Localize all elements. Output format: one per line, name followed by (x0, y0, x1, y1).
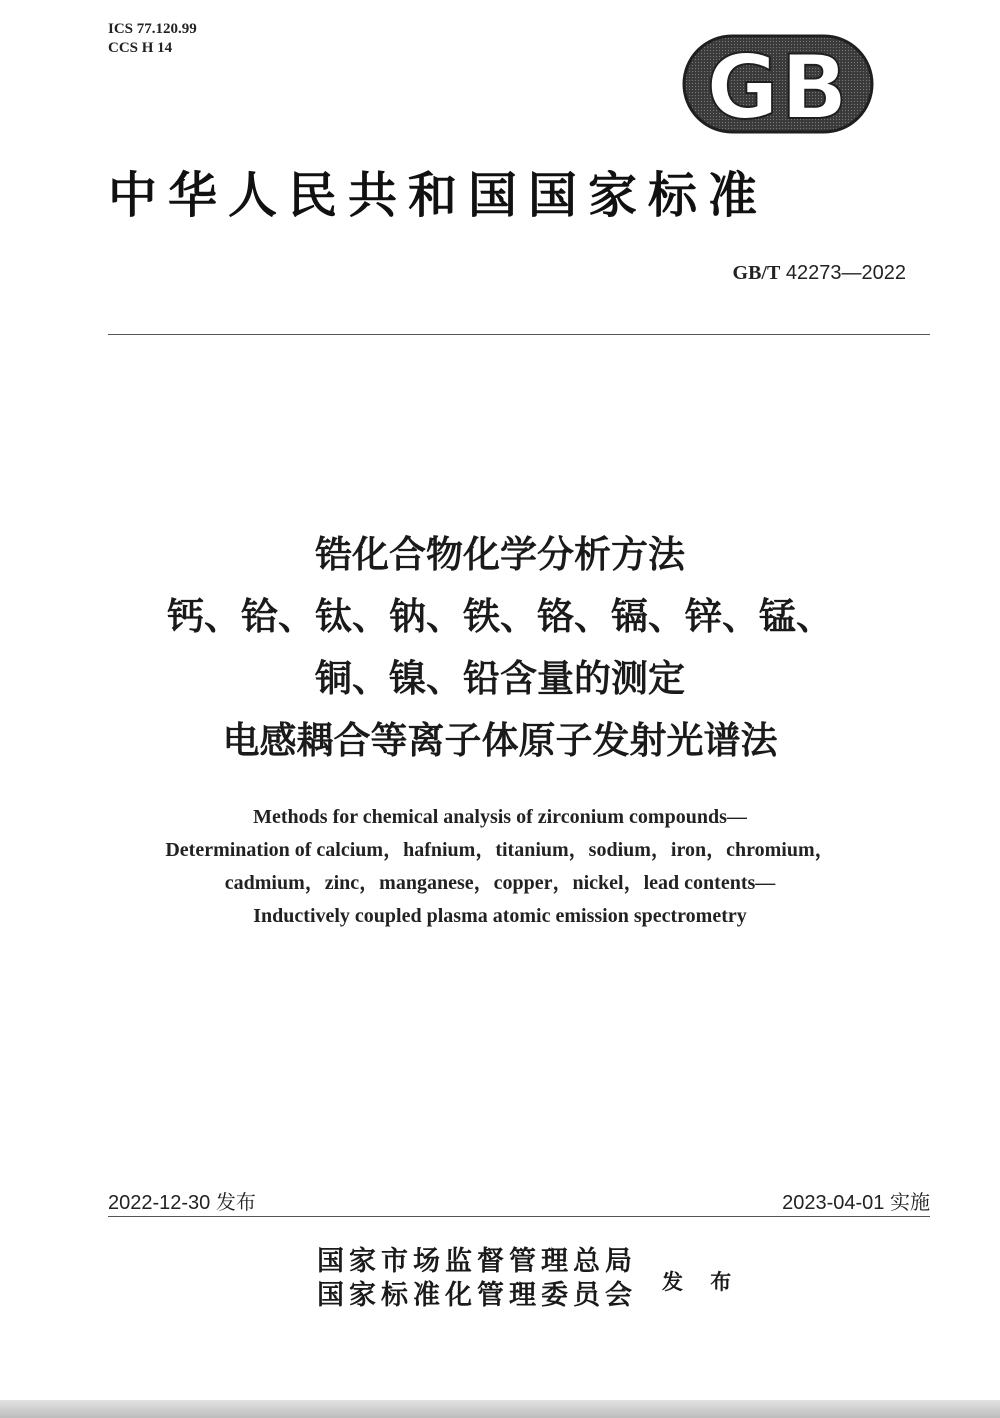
chinese-title (0, 524, 1000, 772)
issue-date-value: 2022-12-30 (108, 1192, 211, 1214)
chinese-title-line: 锆化合物化学分析方法 (315, 533, 685, 576)
ics-code: ICS 77.120.99 (108, 21, 197, 37)
english-title-line: Inductively coupled plasma atomic emission spectrometry (253, 905, 747, 927)
issue-date-label: 发布 (215, 1192, 256, 1214)
standard-number-prefix: GB/T (732, 262, 781, 284)
issuer-name: 国家标准化管理委员会 (317, 1280, 637, 1311)
english-title-line: cadmium，zinc，manganese，copper，nickel，lead contents— (224, 872, 776, 894)
effective-date-value: 2023-04-01 (782, 1192, 885, 1214)
bottom-divider (108, 1216, 930, 1217)
chinese-title-line: 电感耦合等离子体原子发射光谱法 (222, 719, 778, 762)
ccs-code: CCS H 14 (108, 40, 173, 56)
issue-date (108, 1186, 256, 1215)
english-title-line: Determination of calcium，hafnium，titanium，sodium，iron，chromium， (165, 839, 835, 861)
standard-number-value: 42273—2022 (785, 262, 906, 284)
english-title-line: Methods for chemical analysis of zirconium compounds— (253, 806, 747, 828)
top-divider (108, 334, 930, 335)
issuing-authorities (317, 1245, 637, 1313)
classification-codes (108, 20, 197, 58)
chinese-title-line: 钙、铪、钛、钠、铁、铬、镉、锌、锰、 (167, 595, 833, 638)
issuer-name: 国家市场监督管理总局 (317, 1246, 637, 1277)
page-bottom-edge (0, 1400, 1000, 1418)
standard-number (733, 262, 906, 285)
publish-label: 发 布 (662, 1269, 742, 1294)
national-standard-title: 中华人民共和国国家标准 (108, 166, 769, 224)
chinese-title-line: 铜、镍、铅含量的测定 (315, 657, 685, 700)
effective-date-label: 实施 (890, 1192, 930, 1214)
effective-date (782, 1186, 930, 1215)
svg-text:GB: GB (706, 36, 850, 134)
english-title (0, 801, 1000, 933)
gb-logo (682, 34, 874, 134)
